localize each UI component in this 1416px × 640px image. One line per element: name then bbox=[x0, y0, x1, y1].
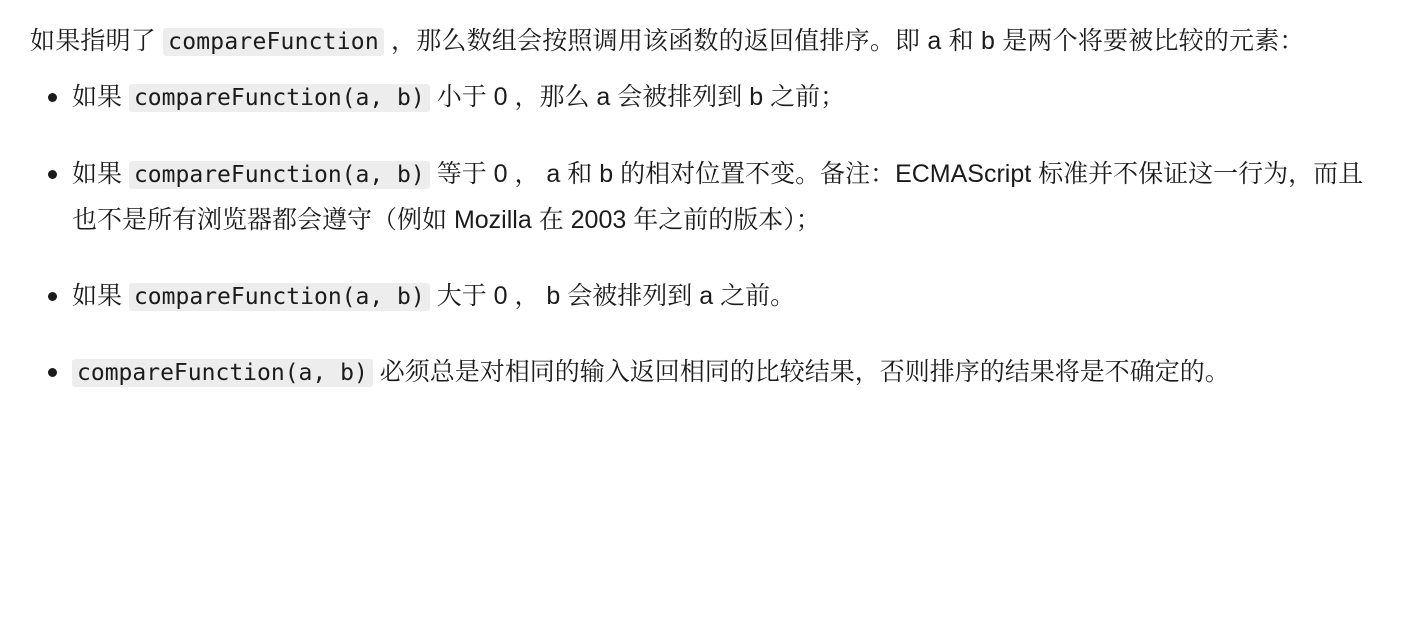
inline-code-comparefunction-ab: compareFunction(a, b) bbox=[129, 84, 430, 112]
list-item-suffix: 小于 0 ，那么 a 会被排列到 b 之前； bbox=[429, 83, 846, 112]
list-item-suffix: 必须总是对相同的输入返回相同的比较结果，否则排序的结果将是不确定的。 bbox=[372, 358, 1230, 387]
list-item-suffix: 大于 0 ， b 会被排列到 a 之前。 bbox=[429, 282, 796, 310]
list-item bbox=[30, 273, 1372, 319]
intro-text-after-code: ，那么数组会按照调用该函数的返回值排序。即 a 和 b 是两个将要被比较的元素： bbox=[383, 27, 1305, 55]
list-item-prefix: 如果 bbox=[72, 282, 129, 310]
list-item-prefix: 如果 bbox=[72, 159, 129, 188]
inline-code-comparefunction-ab: compareFunction(a, b) bbox=[129, 283, 430, 311]
list-item bbox=[30, 151, 1372, 244]
list-item bbox=[30, 349, 1372, 395]
intro-text-before-code: 如果指明了 bbox=[30, 27, 164, 55]
list-item bbox=[30, 74, 1372, 120]
inline-code-comparefunction: compareFunction bbox=[163, 28, 384, 56]
list-item-suffix: 等于 0 ， a 和 b 的相对位置不变。备注：ECMAScript 标准并不保证这一行为，而且也不是所有浏览器都会遵守（例如 Mozilla 在 2003 年之前的版本）； bbox=[72, 159, 1364, 234]
list-item-prefix: 如果 bbox=[72, 83, 129, 112]
intro-paragraph bbox=[30, 18, 1372, 64]
comparefunction-rules-list bbox=[30, 74, 1372, 395]
inline-code-comparefunction-ab: compareFunction(a, b) bbox=[129, 161, 430, 189]
inline-code-comparefunction-ab: compareFunction(a, b) bbox=[72, 359, 373, 387]
